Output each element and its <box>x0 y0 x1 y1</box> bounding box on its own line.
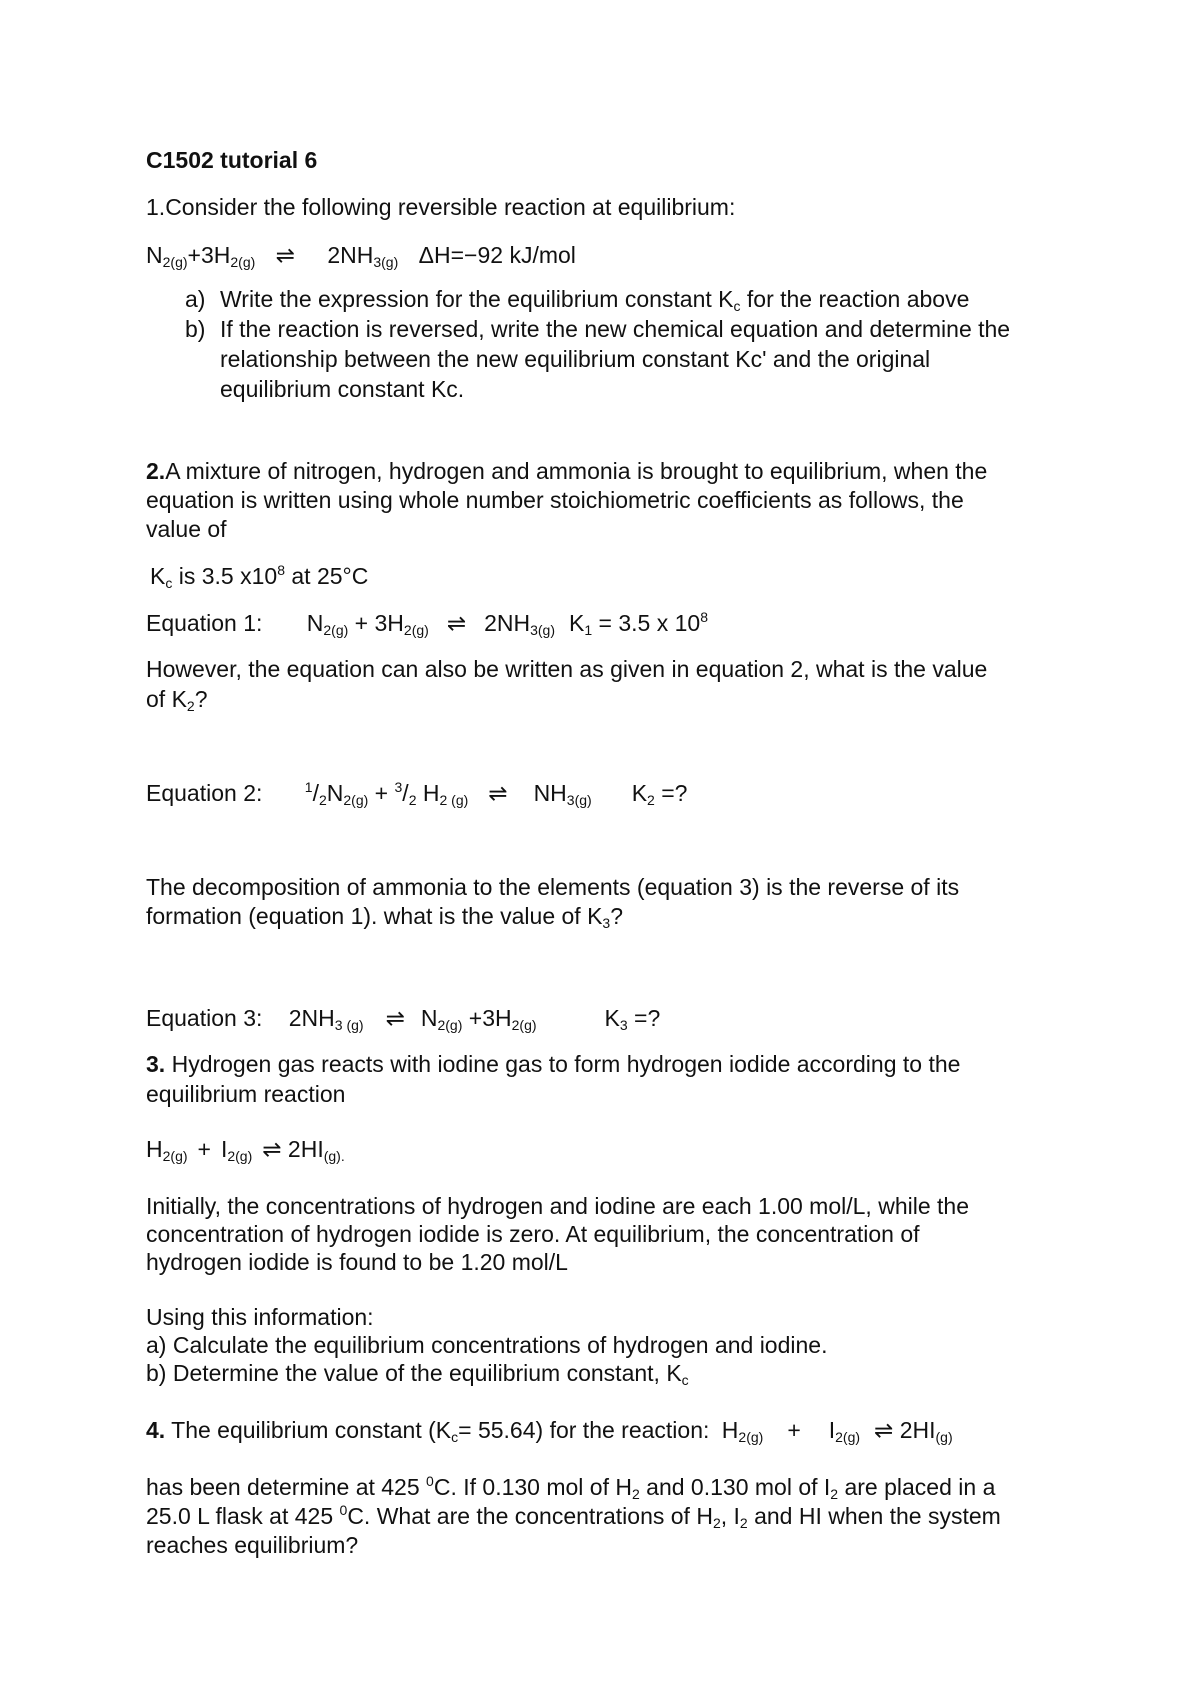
q4-line3-deg: 0 <box>339 1502 348 1518</box>
eq3-label: Equation 3: <box>146 1005 263 1031</box>
q3-init-line2: concentration of hydrogen iodide is zero. At equilibrium, the concentration of <box>146 1221 920 1247</box>
q3-init-line1: Initially, the concentrations of hydrogen and iodine are each 1.00 mol/L, while the <box>146 1193 969 1219</box>
q3-line1-text: Hydrogen gas reacts with iodine gas to form hydrogen iodide according to the <box>165 1051 961 1077</box>
q4-line3-c: , I <box>720 1503 740 1529</box>
q2-equation2: Equation 2: $^1/_2N_{2(g)} + ^3/_2$ $H_{2 (g)}$ ⇌ $NH_{3(g)}$ $K_2$ =? <box>146 779 688 808</box>
q4-line2-b: C. If 0.130 mol of H <box>433 1474 632 1500</box>
q1-b-label: b) <box>185 316 206 342</box>
q3-part-b-text: b) Determine the value of the equilibrium constant, K <box>146 1360 682 1386</box>
q4-line3-d: and HI when the system <box>747 1503 1001 1529</box>
q2-however-line1: However, the equation can also be written as given in equation 2, what is the value <box>146 656 988 682</box>
page-title: C1502 tutorial 6 <box>146 147 318 173</box>
q3-number: 3. <box>146 1051 166 1077</box>
q2-line3: value of <box>146 516 227 542</box>
eq3-k3: =? <box>627 1005 661 1031</box>
q1-b-line3: equilibrium constant Kc. <box>220 376 465 402</box>
q2-however-line2 <box>146 686 208 715</box>
q1-equation: $N_{2(g)}+3H_{2(g)}$ ⇌ $2NH_{3(g)}$ ΔH=−92 kJ/mol <box>146 242 576 270</box>
q2-decomp-line2 <box>146 903 623 932</box>
q2-number: 2. <box>146 458 166 484</box>
q2-line1-text: A mixture of nitrogen, hydrogen and ammonia is brought to equilibrium, when the <box>165 458 988 484</box>
q2-kc-exp: 8 <box>277 562 285 578</box>
q2-decomp2-sub: 3 <box>602 915 611 931</box>
q4-line3-text: 25.0 L flask at 425 <box>146 1503 340 1529</box>
q3-init-line3: hydrogen iodide is found to be 1.20 mol/L <box>146 1249 568 1275</box>
q2-kc-text: is 3.5 x10 <box>172 563 278 589</box>
q1-number: 1. <box>146 194 166 220</box>
q1-prompt <box>146 194 735 222</box>
q1-b-line1: If the reaction is reversed, write the new chemical equation and determine the <box>220 316 1011 342</box>
eq1-k1: = 3.5 x 10 <box>592 610 701 636</box>
q2-however2-text: of K <box>146 686 187 712</box>
q2-however2-tail: ? <box>194 686 208 712</box>
q4-line2-deg: 0 <box>426 1473 434 1489</box>
q4-number: 4. <box>146 1417 166 1443</box>
q2-equation3: Equation 3: $2NH_{3 (g)}$ ⇌ $N_{2(g)} +3H_{2(g)}$ $K_3$ =? <box>146 1005 661 1033</box>
eq1-k1-exp: 8 <box>700 609 709 625</box>
q4-line2: has been determine at 425 $^0$C. If 0.130 mol of $H_2$ and 0.130 mol of $I_2$ are placed in a <box>146 1473 996 1502</box>
q4-line1: 4. The equilibrium constant $(K_c= 55.64)$ for the reaction: $H_{2(g)} + I_{2(g)}$ ⇌ $2HI_{(g)}$ <box>146 1417 953 1445</box>
q4-line2-text: has been determine at 425 <box>146 1474 427 1500</box>
q4-line4: reaches equilibrium? <box>146 1532 359 1558</box>
q3-line2: equilibrium reaction <box>146 1081 346 1107</box>
q4-line2-c: and 0.130 mol of I <box>639 1474 831 1500</box>
q1-b-line2: relationship between the new equilibrium constant Kc' and the original <box>220 346 931 372</box>
q2-kc-tail: at 25°C <box>284 563 369 589</box>
q4-line3: 25.0 L flask at 425 $^0$C. What are the concentrations of $H_2$, $I_2$ and HI when the system <box>146 1502 1001 1531</box>
q3-part-a: a) Calculate the equilibrium concentrations of hydrogen and iodine. <box>146 1332 828 1358</box>
q1-prompt-text: Consider the following reversible reaction at equilibrium: <box>165 194 736 220</box>
q2-line2: equation is written using whole number stoichiometric coefficients as follows, the <box>146 487 964 513</box>
q4-line1-sub: c <box>451 1429 459 1445</box>
q2-kc-statement: $K_c$ is 3.5 $x10^8$ at 25°C <box>150 562 369 591</box>
q2-line1 <box>146 458 987 486</box>
q2-equation1: Equation 1: $N_{2(g)} + 3H_{2(g)}$ ⇌ $2NH_{3(g)}$ $K_1 = 3.5$ x $10^8$ <box>146 609 709 638</box>
q1-a-main: Write the expression for the equilibrium constant K <box>220 286 734 312</box>
q2-decomp2-text: formation (equation 1). what is the value of K <box>146 903 603 929</box>
q4-line1-tail: = 55.64) for the reaction: <box>458 1417 710 1443</box>
eq2-label: Equation 2: <box>146 780 263 806</box>
q1-a-tail: for the reaction above <box>740 286 970 312</box>
q4-line1-text: The equilibrium constant (K <box>165 1417 452 1443</box>
q4-line3-b: C. What are the concentrations of H <box>347 1503 713 1529</box>
q2-decomp-line1: The decomposition of ammonia to the elements (equation 3) is the reverse of its <box>146 874 960 900</box>
q2-decomp2-tail: ? <box>610 903 624 929</box>
q3-part-b <box>146 1360 689 1389</box>
eq2-k2: =? <box>654 780 688 806</box>
q3-line1 <box>146 1051 960 1079</box>
q1-a-label: a) <box>185 286 206 312</box>
q1-enthalpy: ΔH=−92 kJ/mol <box>418 242 576 268</box>
q1-a-text <box>220 286 969 315</box>
q2-however2-sub: 2 <box>186 698 195 714</box>
q1-a-sub: c <box>733 298 741 314</box>
q4-line2-d: are placed in a <box>838 1474 996 1500</box>
q3-using: Using this information: <box>146 1304 374 1330</box>
eq1-label: Equation 1: <box>146 610 263 636</box>
q3-part-b-sub: c <box>681 1372 689 1388</box>
q3-equation: $H_{2(g)} + I_{2(g)}$ ⇌ $2HI_{(g).}$ <box>146 1136 345 1164</box>
